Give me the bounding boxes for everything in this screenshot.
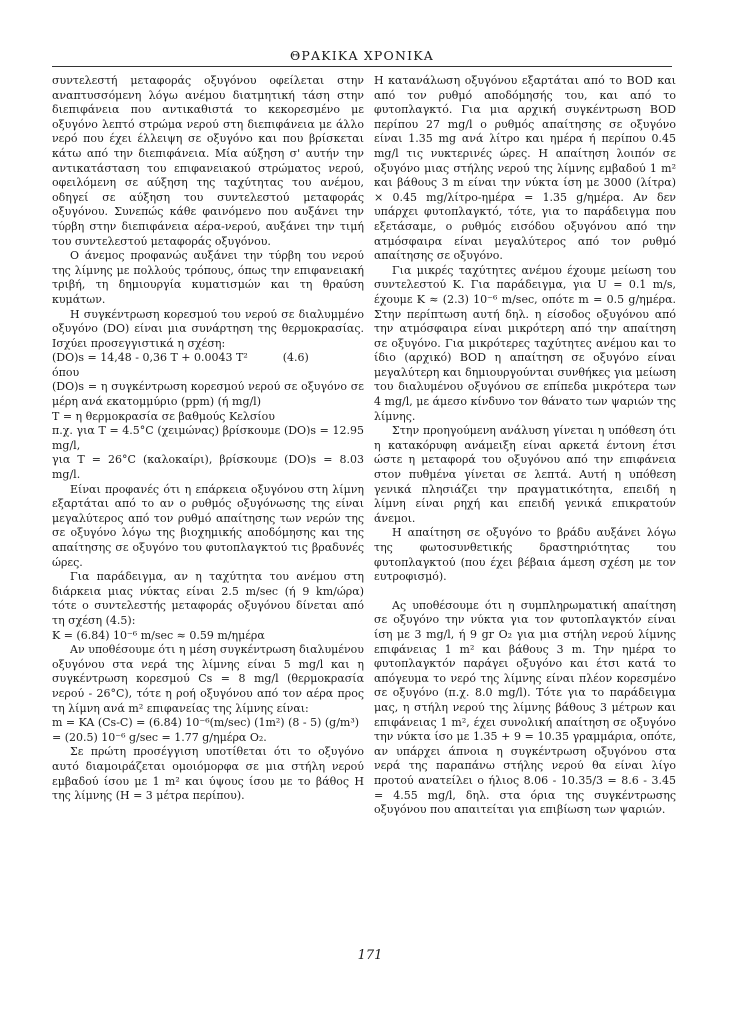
paragraph: Για μικρές ταχύτητες ανέμου έχουμε μείωση του συντελεστού K. Για παράδειγμα, για U = 0.1 m/s, έχουμε K ≈ (2.3) 10⁻⁶ m/sec, οπότε m = 0.5 g/ημέρα. Στην περίπτωση αυτή δηλ. η είσοδος οξυγόνου από την ατμόσφαιρα είναι μικρότερη από την απαίτηση σε οξυγόνο. Για μικρότερες ταχύτητες ανέμου και το ίδιο (αρχικό) BOD η απαίτηση σε οξυγόνο είναι μεγαλύτερη και δημιουργούνται συνθήκες για μείωση του διαλυμένου οξυγόνου σε επίπεδα μικρότερα των 4 mg/l, με άμεσο κίνδυνο τον θάνατο των ψαριών της λίμνης. bbox=[374, 263, 676, 423]
page-number: 171 bbox=[357, 948, 383, 963]
paragraph: συντελεστή μεταφοράς οξυγόνου οφείλεται στην αναπτυσσόμενη λόγω ανέμου διατμητική τάση στην διεπιφάνεια που αντικαθιστά το κεκορεσμένο με οξυγόνο λεπτό στρώμα νερού στη διεπιφάνεια με άλλο νερό που έχει έλλειψη σε οξυγόνο και που βρίσκεται κάτω από την διεπιφάνεια. Μία αύξηση σ' αυτήν την αντικατάσταση του επιφανειακού στρώματος νερού, οφειλόμενη σε αύξηση της ταχύτητας του ανέμου, οδηγεί σε αύξηση του συντελεστού μεταφοράς οξυγόνου. Συνεπώς κάθε φαινόμενο που αυξάνει την τύρβη στην διεπιφάνεια αέρα-νερού, αυξάνει την τιμή του συντελεστού μεταφοράς οξυγόνου. bbox=[52, 74, 364, 248]
left-column bbox=[52, 74, 364, 804]
paragraph: Η κατανάλωση οξυγόνου εξαρτάται από το BOD και από τον ρυθμό αποδόμησής του, και από το φυτοπλαγκτό. Για μια αρχική συγκέντρωση BOD περίπου 27 mg/l ο ρυθμός απαίτησης σε οξυγόνο είναι 1.35 mg ανά λίτρο και ημέρα ή περίπου 0.45 mg/l τις νυκτερινές ώρες. Η απαίτηση λοιπόν σε οξυγόνο μιας στήλης νερού της λίμνης εμβαδού 1 m² και βάθους 3 m είναι την νύκτα ίση με 3000 (λίτρα) × 0.45 mg/λίτρο-ημέρα = 1.35 g/ημέρα. Αν δεν υπάρχει φυτοπλαγκτό, τότε, για το παράδειγμα που εξετάσαμε, ο ρυθμός εισόδου οξυγόνου από την ατμόσφαιρα είναι μεγαλύτερος από τον ρυθμό απαίτησης σε οξυγόνο. bbox=[374, 74, 676, 263]
definition-label: όπου bbox=[52, 365, 80, 379]
paragraph: Ας υποθέσουμε ότι η συμπληρωματική απαίτηση σε οξυγόνο την νύκτα για τον φυτοπλαγκτόν είναι ίση με 3 mg/l, ή 9 gr O₂ για μια στήλη νερού λίμνης επιφάνειας 1 m² και βάθους 3 m. Την ημέρα το φυτοπλαγκτόν παράγει οξυγόνο και έτσι κατά το απόγευμα το νερό της λίμνης είναι πλέον κορεσμένο σε οξυγόνο (π.χ. 8.0 mg/l). Τότε για το παράδειγμα μας, η στήλη νερού της λίμνης βάθους 3 μέτρων και επιφάνειας 1 m², έχει συνολική απαίτηση σε οξυγόνο την νύκτα ίσο με 1.35 + 9 = 10.35 γραμμάρια, οπότε, αν υπάρχει άπνοια η συγκέντρωση οξυγόνου στα νερά της παραπάνω στήλης νερού θα είναι λίγο προτού ανατείλει ο ήλιος 8.06 - 10.35/3 = 8.6 - 3.45 = 4.55 mg/l, δηλ. στα όρια της συγκέντρωσης οξυγόνου που απαιτείται για επιβίωση των ψαριών. bbox=[374, 598, 676, 817]
equation-4-6: (DO)s = 14,48 - 0,36 T + 0.0043 T² (4.6) bbox=[52, 351, 309, 365]
paragraph: Σε πρώτη προσέγγιση υποτίθεται ότι το οξυγόνο αυτό διαμοιράζεται ομοιόμορφα σε μια στήλη νερού εμβαδού ίσου με 1 m² και ύψους ίσου με το βάθος H της λίμνης (H = 3 μέτρα περίπου). bbox=[52, 745, 364, 803]
paragraph: Στην προηγούμενη ανάλυση γίνεται η υπόθεση ότι η κατακόρυφη ανάμειξη είναι αρκετά έντονη έτσι ώστε η μεταφορά του οξυγόνου από την επιφάνεια στον πυθμένα γίνεται σε λεπτά. Αυτή η υπόθεση γενικά πλησιάζει την πραγματικότητα, επειδή η λίμνη είναι ρηχή και επειδή γενικά επικρατούν άνεμοι. bbox=[374, 424, 676, 525]
paragraph: Η απαίτηση σε οξυγόνο το βράδυ αυξάνει λόγω της φωτοσυνθετικής δραστηριότητας του φυτοπλαγκτού (που έχει βέβαια άμεση σχέση με τον ευτροφισμό). bbox=[374, 526, 676, 584]
header-rule bbox=[52, 66, 672, 67]
paragraph: Είναι προφανές ότι η επάρκεια οξυγόνου στη λίμνη εξαρτάται από το αν ο ρυθμός οξυγόνωσης της είναι μεγαλύτερος από τον ρυθμό απαίτησης των νερών της σε οξυγόνο λόγω της βιοχημικής αποδόμησης και της απαίτησης σε οξυγόνο του φυτοπλαγκτού τις βραδυνές ώρες. bbox=[52, 482, 364, 569]
paragraph: Ο άνεμος προφανώς αυξάνει την τύρβη του νερού της λίμνης με πολλούς τρόπους, όπως την επιφανειακή τριβή, τη δημιουργία κυματισμών και τη θραύση κυμάτων. bbox=[52, 249, 364, 306]
example-line: π.χ. για T = 4.5°C (χειμώνας) βρίσκουμε (DO)s = 12.95 mg/l, bbox=[52, 424, 364, 452]
paragraph: Η συγκέντρωση κορεσμού του νερού σε διαλυμμένο οξυγόνο (DO) είναι μια συνάρτηση της θερμοκρασίας. Ισχύει προσεγγιστικά η σχέση: bbox=[52, 307, 364, 350]
example-line: για T = 26°C (καλοκαίρι), βρίσκουμε (DO)s = 8.03 mg/l. bbox=[52, 453, 364, 482]
right-column bbox=[374, 74, 676, 818]
paragraph: Για παράδειγμα, αν η ταχύτητα του ανέμου στη διάρκεια μιας νύκτας είναι 2.5 m/sec (ή 9 km/ώρα) τότε ο συντελεστής μεταφοράς οξυγόνου δίνεται από τη σχέση (4.5): bbox=[52, 570, 364, 627]
definition: (DO)s = η συγκέντρωση κορεσμού νερού σε οξυγόνο σε μέρη ανά εκατομμύριο (ppm) (ή mg/l) bbox=[52, 380, 364, 409]
equation: = (20.5) 10⁻⁶ g/sec = 1.77 g/ημέρα O₂. bbox=[52, 730, 267, 744]
equation: K = (6.84) 10⁻⁶ m/sec ≈ 0.59 m/ημέρα bbox=[52, 628, 265, 642]
paragraph: Αν υποθέσουμε ότι η μέση συγκέντρωση διαλυμένου οξυγόνου στα νερά της λίμνης είναι 5 mg/l και η συγκέντρωση κορεσμού Cs = 8 mg/l (θερμοκρασία νερού - 26°C), τότε η ροή οξυγόνου από τον αέρα προς τη λίμνη ανά m² επιφανείας της λίμνης είναι: bbox=[52, 643, 364, 715]
definition: T = η θερμοκρασία σε βαθμούς Κελσίου bbox=[52, 409, 275, 423]
equation: m = KA (Cs-C) = (6.84) 10⁻⁶(m/sec) (1m²) (8 - 5) (g/m³) bbox=[52, 716, 360, 730]
running-header: ΘΡΑΚΙΚΑ ΧΡΟΝΙΚΑ bbox=[289, 48, 435, 63]
